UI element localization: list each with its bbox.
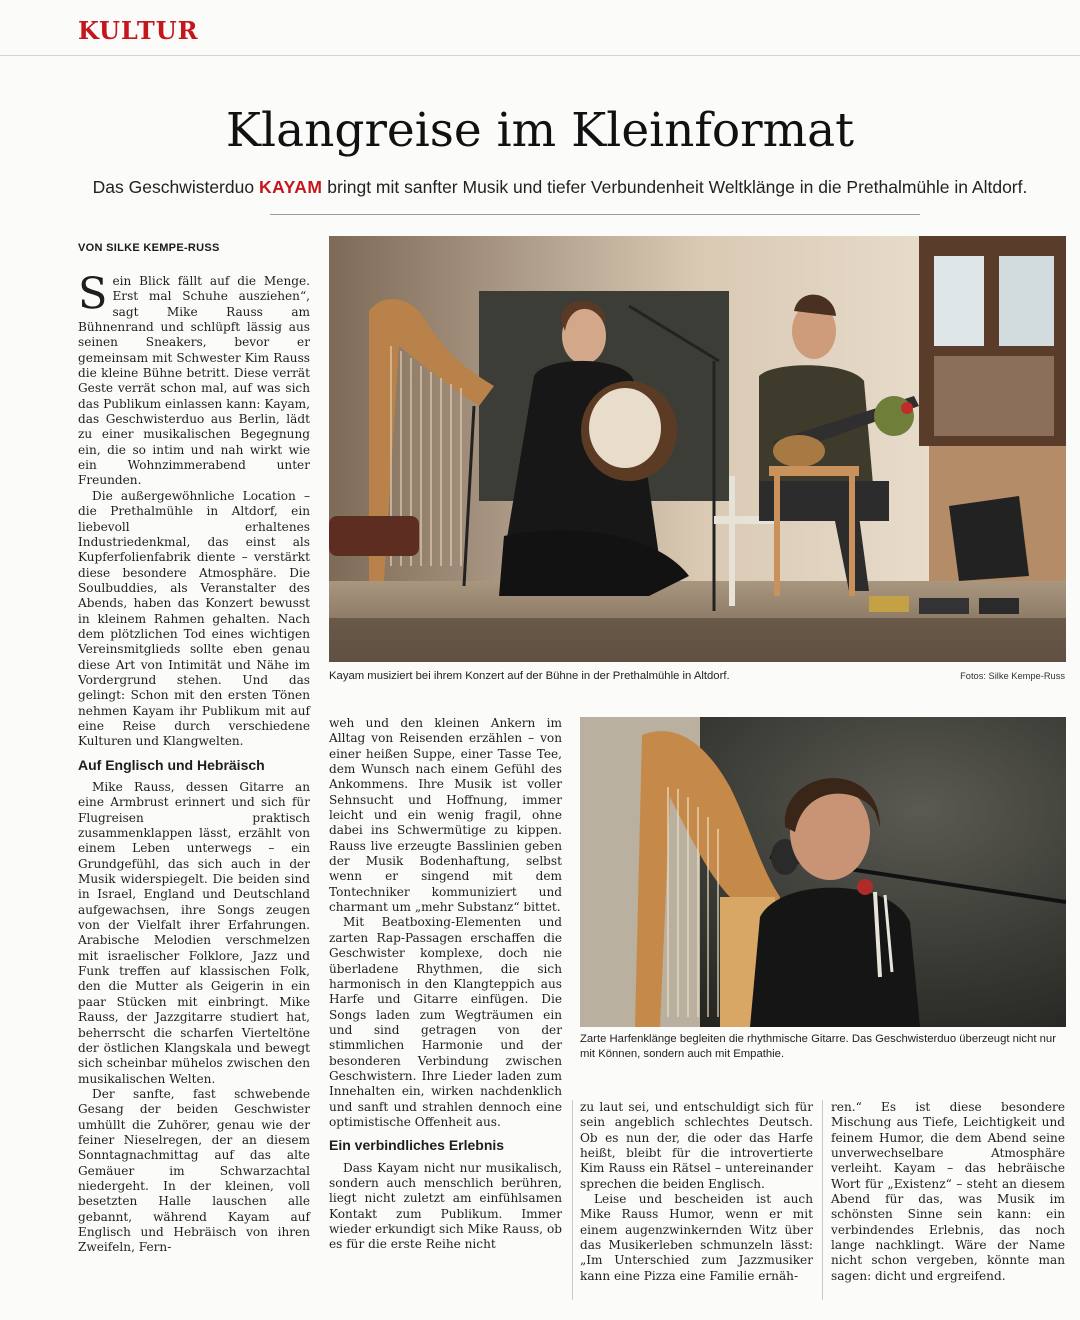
paragraph: weh und den kleinen Ankern im Alltag von Reisenden erzählen – von einer heißen Suppe, einer Tasse Tee, dem Wunsch nach einem Gefühl des Ankommens. Ihre Musik ist voller Sehnsucht und Hoffnung, immer leicht und ein wenig fragil, ohne dabei ins Schwermütige zu kippen. Rauss live erzeugte Basslinien geben der Musik Bodenhaftung, selbst wenn er singend mit dem Tontechniker kommuniziert und charmant um „mehr Substanz“ bittet. (329, 716, 562, 915)
article-column-1 (78, 269, 310, 1256)
photo-harp-player (580, 717, 1066, 1027)
subtitle-brand: KAYAM (258, 177, 323, 197)
paragraph: Mit Beatboxing-Elementen und zarten Rap-Passagen erschaffen die Geschwister komplexe, doch nie überladene Rhythmen, die sich harmonisch in den Klangteppich aus Harfe und Gitarre einfügen. Die Songs laden zum Wegträumen ein und sind getragen von der stimmlichen Harmonie und der besonderen Verbindung zwischen Geschwistern. Ihre Lieder laden zum Innehalten ein, wirken nachdenklich und sanft und strahlen dennoch eine optimistische Offenheit aus. (329, 915, 562, 1129)
paragraph: zu laut sei, und entschuldigt sich für sein angeblich schlechtes Deutsch. Ob es nun der, die oder das Harfe heißt, bleibt für die introvertierte Kim Rauss ein Rätsel – untereinander sprechen die beiden Englisch. (580, 1100, 813, 1191)
section-label: KULTUR (78, 16, 199, 45)
subtitle-end: bringt mit sanfter Musik und tiefer Verbundenheit Weltklänge in die Prethalmühle in Altdorf. (327, 177, 1028, 197)
photo-credit: Fotos: Silke Kempe-Russ (960, 671, 1065, 681)
column-rule (572, 1100, 573, 1300)
article-column-3 (580, 1100, 813, 1284)
subtitle-divider (270, 214, 920, 215)
paragraph: Die außergewöhnliche Location – die Prethalmühle in Altdorf, ein liebevoll erhaltenes Industriedenkmal, das einst als Kupferfolienfabrik diente – verstärkt diese besondere Atmosphäre. Die Soulbuddies, als Veranstalter des Abends, haben das Konzert bewusst in kleinem Rahmen gehalten. Nach dem plötzlichen Tod eines wichtigen Vereinsmitglieds sollte eben genau diese Art von Intimität und Nähe im Vordergrund stehen. Und das gelingt: Schon mit den ersten Tönen nehmen Kayam ihr Publikum mit auf eine Reise durch verschiedene Kulturen und Klangwelten. (78, 488, 310, 749)
paragraph: Mike Rauss, dessen Gitarre an eine Armbrust erinnert und sich für Flugreisen praktisch zusammenklappen lässt, erzählt von einem Leben unterwegs – ein Grundgefühl, das sich auch in der Musik widerspiegelt. Die beiden sind in Israel, England und Deutschland aufgewachsen, ihre Songs zeugen von der Vielfalt ihrer Erfahrungen. Arabische Melodien verschmelzen mit israelischer Folklore, Jazz und Funk treffen auf klassischen Folk, den die Mutter als Geigerin in ein paar Stücken mit einbringt. Mike Rauss, der Jazzgitarre studiert hat, beherrscht die scharfen Vierteltöne der östlichen Klangskala und bewegt sich scheinbar mühelos zwischen den musikalischen Welten. (78, 780, 310, 1086)
article-column-2 (329, 716, 562, 1253)
photo-concert-stage (329, 236, 1066, 662)
paragraph: Sein Blick fällt auf die Menge. Erst mal Schuhe ausziehen“, sagt Mike Rauss am Bühnenrand und schlüpft lässig aus seinen Sneakers, bevor er gemeinsam mit Schwester Kim Rauss die kleine Bühne betritt. Diese verrät Geste verrät schon mal, auf was sich das Publikum einlassen kann: Kayam, das Geschwisterduo aus Berlin, lädt zu einer musikalischen Begegnung ein, die so intim und nah wirkt wie ein Wohnzimmerabend unter Freunden. (78, 269, 310, 488)
article-column-4 (831, 1100, 1065, 1284)
paragraph: Der sanfte, fast schwebende Gesang der beiden Geschwister umhüllt die Zuhörer, genau wie der feiner Nieselregen, der an diesem Sonntagnachmittag auf das alte Gemäuer im Schwarzachtal niedergeht. In der kleinen, voll besetzten Halle lauschen alle gebannt, während Kayam auf Englisch und Hebräisch von ihren Zweifeln, Fern- (78, 1086, 310, 1255)
byline: VON SILKE KEMPE-RUSS (78, 242, 220, 254)
subheading: Auf Englisch und Hebräisch (78, 756, 265, 773)
header-divider (0, 55, 1080, 56)
photo-caption: Kayam musiziert bei ihrem Konzert auf der Bühne in der Prethalmühle in Altdorf. (329, 670, 730, 682)
subheading: Ein verbindliches Erlebnis (329, 1137, 505, 1154)
subtitle-start: Das Geschwisterduo (92, 177, 255, 197)
paragraph: Leise und bescheiden ist auch Mike Rauss Humor, wenn er mit einem augenzwinkernden Witz über das Musikerleben schmunzeln lässt: „Im Unterschied zum Jazzmusiker kann eine Pizza eine Familie ernäh- (580, 1192, 813, 1283)
photo-caption: Zarte Harfenklänge begleiten die rhythmische Gitarre. Das Geschwisterduo überzeugt nicht nur mit Können, sondern auch mit Empathie. (580, 1033, 1056, 1060)
paragraph: Dass Kayam nicht nur musikalisch, sondern auch menschlich berühren, liegt nicht zuletzt am einfühlsamen Kontakt zum Publikum. Immer wieder erkundigt sich Mike Rauss, ob es für die erste Reihe nicht (329, 1160, 562, 1252)
column-rule (822, 1100, 823, 1300)
subtitle (40, 177, 1080, 198)
paragraph: ren.“ Es ist diese besondere Mischung aus Tiefe, Leichtigkeit und feinem Humor, die dem Abend seine unverwechselbare Atmosphäre verleiht. Kayam – das hebräische Wort für „Existenz“ – steht an diesem Abend für das, was Musik im schönsten Sinne sein kann: ein verbindendes Erlebnis, das noch lange nachklingt. Wäre der Name nicht schon vergeben, könnte man sagen: dicht und ergreifend. (831, 1100, 1065, 1283)
drop-cap: S (78, 269, 108, 319)
headline: Klangreise im Kleinformat (225, 103, 855, 158)
